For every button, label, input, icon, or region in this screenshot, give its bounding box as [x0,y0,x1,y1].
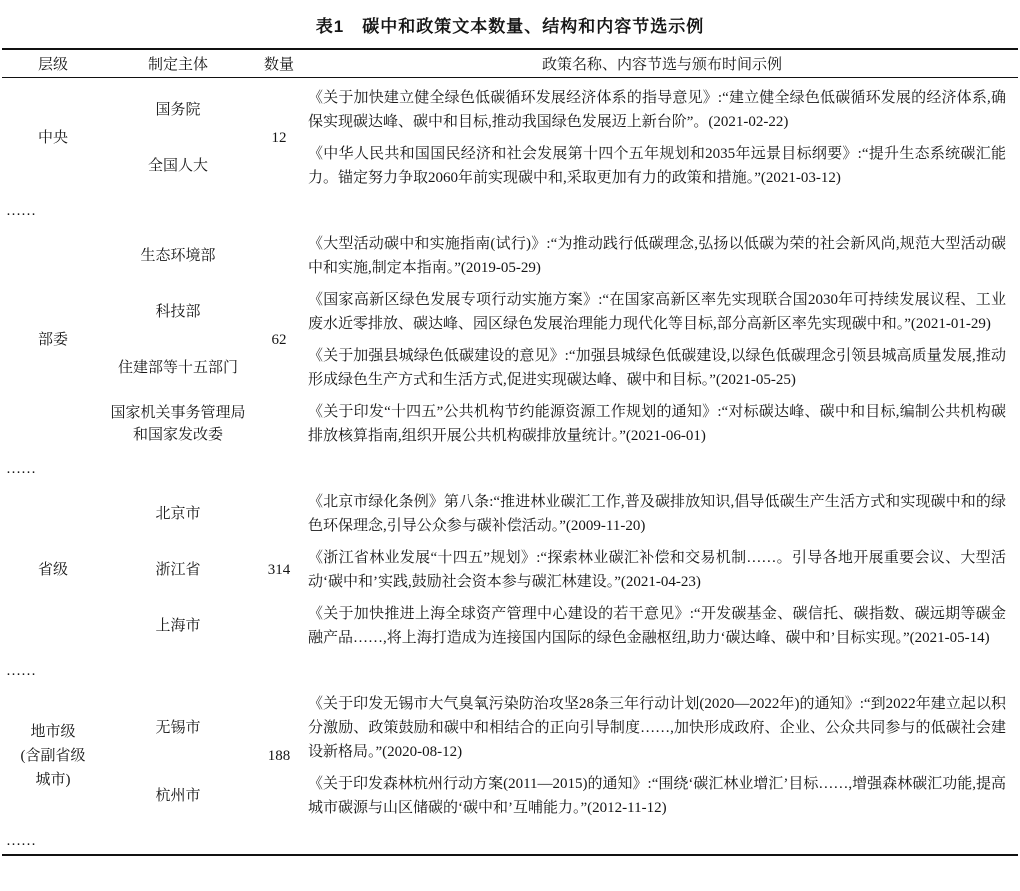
table-group-provincial [2,482,1018,658]
policy-cell: 《关于加强县城绿色低碳建设的意见》:“加强县城绿色低碳建设,以绿色低碳理念引领县城高质量发展,推动形成绿色生产方式和生活方式,促进实现碳达峰、碳中和目标。”(2021-05-25) [308,348,1006,388]
table-group-ministries [2,224,1018,456]
policy-cell: 《浙江省林业发展“十四五”规划》:“探索林业碳汇补偿和交易机制……。引导各地开展重要会议、大型活动‘碳中和’实践,鼓励社会资本参与碳汇林建设。”(2021-04-23) [308,550,1006,590]
maker-cell: 住建部等十五部门 [117,360,238,376]
maker-cell: 杭州市 [155,788,201,804]
ellipsis-row: …… [6,663,36,679]
table-header-row [2,50,1018,78]
maker-cell: 全国人大 [147,158,208,174]
maker-cell: 科技部 [155,304,201,320]
policy-cell: 《中华人民共和国国民经济和社会发展第十四个五年规划和2035年远景目标纲要》:“提升生态系统碳汇能力。锚定努力争取2060年前实现碳中和,采取更加有力的政策和措施。”(2021-03-12) [308,146,1006,186]
policy-cell: 《大型活动碳中和实施指南(试行)》:“为推动践行低碳理念,弘扬以低碳为荣的社会新风尚,规范大型活动碳中和实施,制定本指南。”(2019-05-29) [308,236,1006,276]
column-header-level: 层级 [37,57,68,73]
level-cell [2,720,104,792]
column-header-maker: 制定主体 [147,57,208,73]
maker-cell: 无锡市 [155,720,201,736]
level-line: 地市级 [30,724,76,740]
policy-cell: 《北京市绿化条例》第八条:“推进林业碳汇工作,普及碳排放知识,倡导低碳生产生活方式和实现碳中和的绿色环保理念,引导公众参与碳补偿活动。”(2009-11-20) [308,494,1006,534]
table-title: 表1 碳中和政策文本数量、结构和内容节选示例 [315,17,705,36]
count-cell: 62 [271,331,287,348]
level-cell: 部委 [37,332,68,348]
count-cell: 188 [267,747,291,764]
ellipsis-row: …… [6,461,36,477]
policy-table [2,48,1018,856]
maker-cell: 浙江省 [155,562,201,578]
maker-cell: 生态环境部 [140,248,216,264]
policy-cell: 《关于印发森林杭州行动方案(2011—2015)的通知》:“围绕‘碳汇林业增汇’目标……,增强森林碳汇功能,提高城市碳源与山区储碳的‘碳中和’互哺能力。”(2012-11-12) [308,776,1006,816]
policy-cell: 《关于印发无锡市大气臭氧污染防治攻坚28条三年行动计划(2020—2022年)的通知》:“到2022年建立起以积分激励、政策鼓励和碳中和相结合的正向引导制度……,加快形成政府、企业、公众共同参与的低碳社会建设新格局。”(2020-08-12) [308,696,1006,760]
policy-cell: 《国家高新区绿色发展专项行动实施方案》:“在国家高新区率先实现联合国2030年可持续发展议程、工业废水近零排放、碳达峰、园区绿色发展治理能力现代化等目标,部分高新区率先实现碳中和。”(2021-01-29) [308,292,1006,332]
policy-cell: 《关于印发“十四五”公共机构节约能源资源工作规划的通知》:“对标碳达峰、碳中和目标,编制公共机构碳排放核算指南,组织开展公共机构碳排放量统计。”(2021-06-01) [308,404,1006,444]
table-group-municipal [2,684,1018,828]
level-line: (含副省级 [20,748,86,764]
maker-cell: 北京市 [155,506,201,522]
count-cell: 314 [267,561,291,578]
count-cell: 12 [271,129,287,146]
level-cell: 省级 [37,562,68,578]
level-cell: 中央 [37,130,68,146]
policy-cell: 《关于加快建立健全绿色低碳循环发展经济体系的指导意见》:“建立健全绿色低碳循环发展的经济体系,确保实现碳达峰、碳中和目标,推动我国绿色发展迈上新台阶”。(2021-02-22) [308,90,1006,130]
ellipsis-row: …… [6,833,36,849]
policy-cell: 《关于加快推进上海全球资产管理中心建设的若干意见》:“开发碳基金、碳信托、碳指数、碳远期等碳金融产品……,将上海打造成为连接国内国际的绿色金融枢纽,助力‘碳达峰、碳中和’目标实现。”(2021-05-14) [308,606,1006,646]
ellipsis-row: …… [6,203,36,219]
column-header-policy: 政策名称、内容节选与颁布时间示例 [541,57,782,73]
maker-cell: 国务院 [155,102,201,118]
maker-cell: 国家机关事务管理局和国家发改委 [110,405,246,443]
column-header-count: 数量 [263,57,294,73]
table-group-central [2,78,1018,198]
maker-cell: 上海市 [155,618,201,634]
level-line: 城市) [35,772,71,788]
